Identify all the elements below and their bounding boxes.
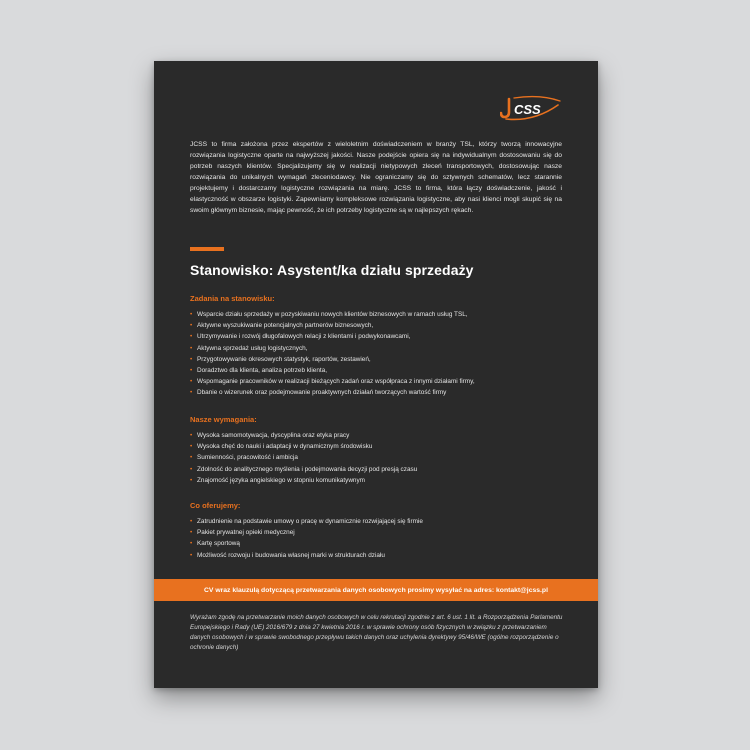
orange-divider: [190, 247, 224, 251]
list-item: • Zatrudnienie na podstawie umowy o pracę w dynamicznie rozwijającej się firmie: [190, 516, 570, 527]
list-item: • Wysoka samomotywacja, dyscyplina oraz etyka pracy: [190, 430, 570, 441]
tasks-heading: Zadania na stanowisku:: [190, 294, 275, 303]
list-item: • Kartę sportową: [190, 538, 570, 549]
tasks-list: [190, 309, 570, 399]
cv-submission-banner: CV wraz klauzulą dotyczącą przetwarzania danych osobowych prosimy wysyłać na adres: kontakt@jcss.pl: [154, 579, 598, 601]
list-item: • Wysoka chęć do nauki i adaptacji w dynamicznym środowisku: [190, 441, 570, 452]
logo-text: CSS: [514, 102, 541, 117]
list-item: • Sumienności, pracowitość i ambicja: [190, 452, 570, 463]
list-item: • Aktywne wyszukiwanie potencjalnych partnerów biznesowych,: [190, 320, 570, 331]
offer-heading: Co oferujemy:: [190, 501, 241, 510]
list-item: • Utrzymywanie i rozwój długofalowych relacji z klientami i podwykonawcami,: [190, 331, 570, 342]
list-item: • Znajomość języka angielskiego w stopniu komunikatywnym: [190, 475, 570, 486]
job-offer-flyer: [154, 61, 598, 688]
requirements-section: [190, 415, 570, 486]
jcss-logo: [500, 95, 562, 121]
list-item: • Wsparcie działu sprzedaży w pozyskiwaniu nowych klientów biznesowych w ramach usług TSL,: [190, 309, 570, 320]
list-item: • Przygotowywanie okresowych statystyk, raportów, zestawień,: [190, 354, 570, 365]
list-item: • Aktywna sprzedaż usług logistycznych,: [190, 343, 570, 354]
list-item: • Zdolność do analitycznego myślenia i podejmowania decyzji pod presją czasu: [190, 464, 570, 475]
requirements-heading: Nasze wymagania:: [190, 415, 257, 424]
logo-mark-icon: [500, 95, 562, 121]
list-item: • Pakiet prywatnej opieki medycznej: [190, 527, 570, 538]
requirements-list: [190, 430, 570, 486]
list-item: • Doradztwo dla klienta, analiza potrzeb klienta,: [190, 365, 570, 376]
list-item: • Dbanie o wizerunek oraz podejmowanie proaktywnych działań tworzących wartość firmy: [190, 387, 570, 398]
list-item: • Możliwość rozwoju i budowania własnej marki w strukturach działu: [190, 550, 570, 561]
tasks-section: [190, 294, 570, 399]
gdpr-consent-clause: Wyrażam zgodę na przetwarzanie moich danych osobowych w celu rekrutacji zgodnie z art. 6 ust. 1 lit. a Rozporządzenia Parlamentu Europejskiego i Rady (UE) 2016/679 z dnia 27 kwietnia 2016 r. w sprawie ochrony osób fizycznych w związku z przetwarzaniem danych osobowych i w sprawie swobodnego przepływu takich danych oraz uchylenia dyrektywy 95/46/WE (ogólne rozporządzenie o ochronie danych): [190, 614, 563, 651]
offer-list: [190, 516, 570, 561]
position-title: Stanowisko: Asystent/ka działu sprzedaży: [190, 262, 474, 278]
offer-section: [190, 501, 570, 561]
company-intro: JCSS to firma założona przez ekspertów z wieloletnim doświadczeniem w branży TSL, którzy tworzą innowacyjne rozwiązania logistyczne oparte na najwyższej jakości. Nasze podejście opiera się na indywidualnym dostosowaniu się do potrzeb naszych klientów. Specjalizujemy się w realizacji nietypowych zleceń transportowych, dostosowując nasze rozwiązania do unikalnych wymagań zleceniodawcy. Nie ograniczamy się do sztywnych schematów, lecz starannie projektujemy i dostarczamy logistyczne rozwiązania na miarę. JCSS to firma, która łączy doświadczenie, jakość i elastyczność w obszarze logistyki. Zapewniamy kompleksowe rozwiązania logistyczne, aby nasi klienci mogli skupić się na swoim głównym biznesie, mając pewność, że ich potrzeby logistyczne są w najlepszych rękach.: [190, 141, 562, 214]
list-item: • Wspomaganie pracowników w realizacji bieżących zadań oraz współpraca z innymi działami firmy,: [190, 376, 570, 387]
